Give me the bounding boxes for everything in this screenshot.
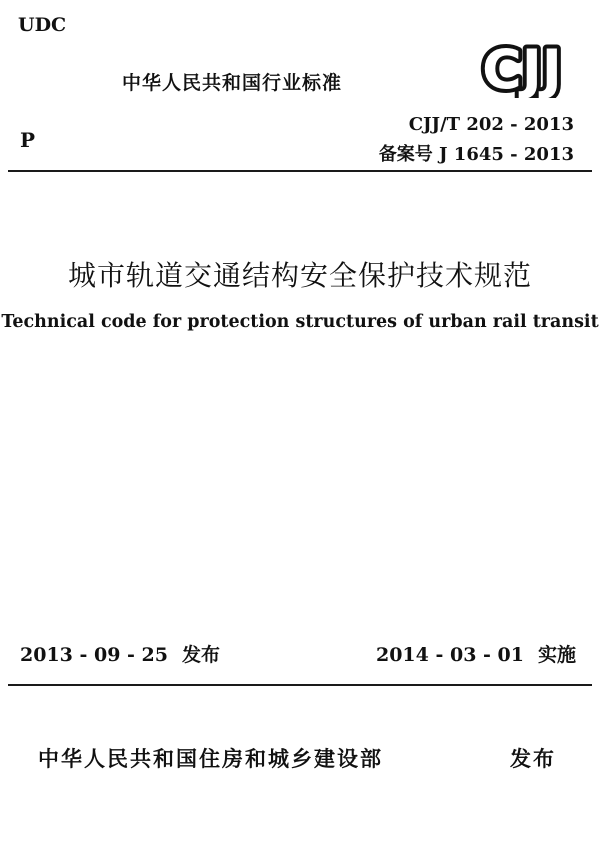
standard-number: CJJ/T 202 - 2013 (408, 114, 574, 135)
standard-type: 中华人民共和国行业标准 (122, 72, 343, 94)
issue-date: 2013 - 09 - 25 (20, 644, 168, 666)
record-label: 备案号 (378, 144, 433, 165)
title-english: Technical code for protection structures of urban rail transit (1, 312, 599, 332)
bottom-divider (8, 684, 592, 686)
record-number-line (379, 140, 574, 166)
issue-label: 发布 (182, 644, 221, 666)
publisher: 中华人民共和国住房和城乡建设部 (38, 747, 383, 771)
implement-date-line (376, 640, 576, 667)
implement-label: 实施 (537, 644, 576, 666)
issue-date-line (20, 640, 220, 667)
title-chinese: 城市轨道交通结构安全保护技术规范 (67, 259, 532, 292)
top-divider (8, 170, 592, 172)
record-number: J 1645 - 2013 (439, 144, 574, 165)
logo-text: CJJ (482, 38, 562, 98)
cjj-logo (458, 36, 586, 98)
udc-label: UDC (18, 14, 67, 36)
implement-date: 2014 - 03 - 01 (375, 644, 524, 666)
publish-verb: 发布 (510, 747, 556, 771)
classification-code: P (20, 128, 36, 152)
